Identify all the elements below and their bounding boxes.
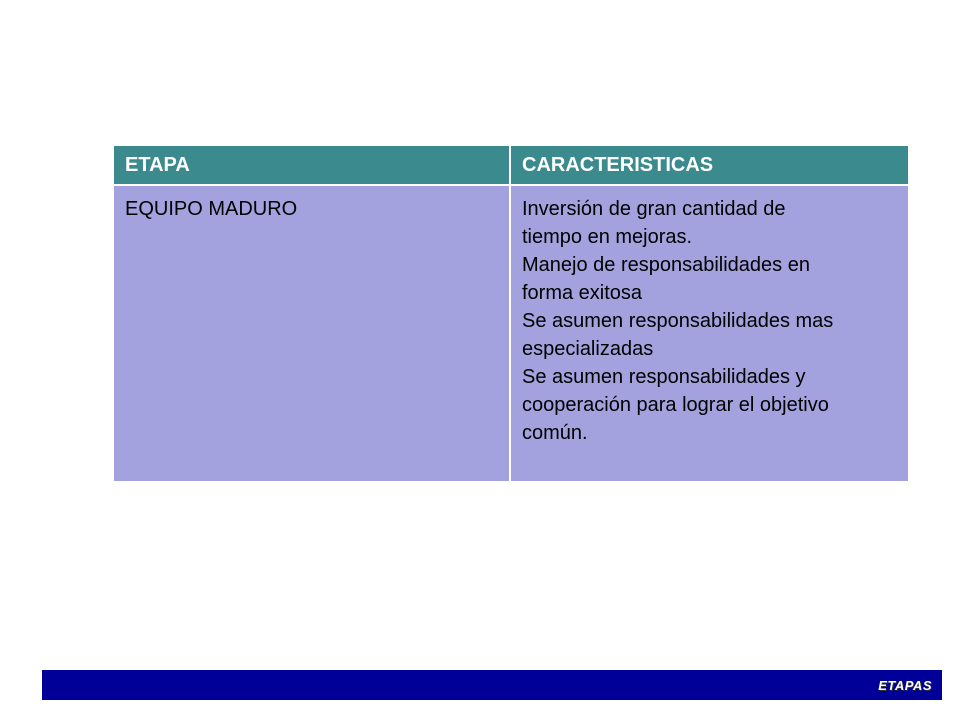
header-characteristics: CARACTERISTICAS bbox=[510, 146, 908, 185]
table-header-row bbox=[114, 146, 908, 185]
characteristics-line: especializadas bbox=[522, 338, 654, 360]
stages-table bbox=[114, 146, 908, 481]
characteristics-line: Se asumen responsabilidades mas bbox=[522, 310, 834, 332]
characteristics-line: Manejo de responsabilidades en bbox=[522, 254, 810, 276]
stage-cell: EQUIPO MADURO bbox=[114, 185, 510, 481]
header-stage: ETAPA bbox=[114, 146, 510, 185]
characteristics-line: cooperación para lograr el objetivo bbox=[522, 394, 829, 416]
footer-label: ETAPAS bbox=[878, 678, 932, 693]
characteristics-cell bbox=[510, 185, 908, 481]
characteristics-line: Inversión de gran cantidad de bbox=[522, 198, 786, 220]
characteristics-line: Se asumen responsabilidades y bbox=[522, 366, 806, 388]
footer-bar bbox=[42, 670, 942, 700]
table-row bbox=[114, 185, 908, 481]
characteristics-line: forma exitosa bbox=[522, 282, 643, 304]
characteristics-line: común. bbox=[522, 422, 588, 444]
characteristics-line: tiempo en mejoras. bbox=[522, 226, 693, 248]
